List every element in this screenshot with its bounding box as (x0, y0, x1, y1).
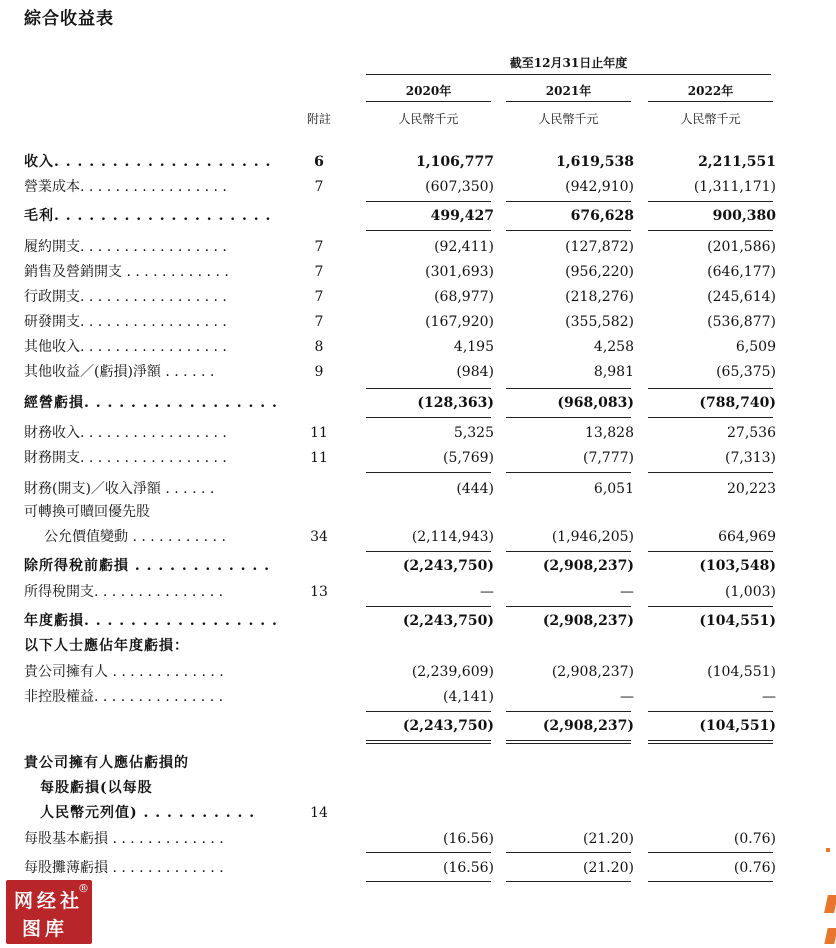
value-2021: (7,777) (582, 450, 634, 466)
table-row (0, 422, 836, 444)
value-2021: (218,276) (565, 289, 634, 305)
value-2022: (0.76) (733, 831, 776, 847)
row-note: 7 (314, 239, 324, 255)
table-row (0, 392, 836, 414)
value-2021: 4,258 (593, 339, 634, 355)
value-2021: — (620, 689, 634, 705)
row-note: 34 (310, 529, 328, 545)
subtotal-rule (648, 852, 773, 853)
value-2022: (65,375) (716, 364, 776, 380)
table-row (0, 478, 836, 500)
row-note: 9 (314, 364, 324, 380)
value-2021: (2,908,237) (551, 664, 634, 680)
table-row (0, 336, 836, 358)
table-row (0, 526, 836, 548)
table-row (0, 635, 836, 657)
row-label: 公允價值變動 . . . . . . . . . . . (44, 529, 226, 545)
subtotal-rule (648, 417, 773, 418)
row-label: 其他收益／(虧損)淨額 . . . . . . (24, 364, 215, 380)
value-2020: (16.56) (442, 831, 494, 847)
value-2020: (2,239,609) (411, 664, 494, 680)
value-2022: 2,211,551 (698, 154, 776, 170)
currency-header-2022: 人民幣千元 (680, 112, 741, 126)
subtotal-rule (366, 551, 491, 552)
value-2021: 676,628 (570, 208, 634, 224)
value-2022: 27,536 (727, 425, 776, 441)
decorative-mark-icon (824, 928, 836, 944)
row-label: 所得稅開支. . . . . . . . . . . . . . . (24, 584, 224, 600)
year-rule-2021 (506, 101, 631, 102)
value-2021: (21.20) (582, 860, 634, 876)
value-2021: 6,051 (593, 481, 634, 497)
value-2020: 1,106,777 (416, 154, 494, 170)
value-2020: (607,350) (425, 179, 494, 195)
row-label: 人民幣元列值) . . . . . . . . . . (40, 805, 256, 821)
table-row (0, 857, 836, 879)
row-label: 以下人士應佔年度虧損： (24, 638, 189, 654)
table-row (0, 777, 836, 799)
row-label: 貴公司擁有人應佔虧損的 (24, 755, 189, 771)
total-double-rule (366, 740, 491, 741)
row-note: 11 (310, 450, 328, 466)
row-note: 13 (310, 584, 328, 600)
row-label: 每股攤薄虧損 . . . . . . . . . . . . . (24, 860, 224, 876)
row-label: 除所得稅前虧損 . . . . . . . . . . . . (24, 558, 270, 574)
value-2022: 900,380 (712, 208, 776, 224)
value-2022: (7,313) (724, 450, 776, 466)
subtotal-rule (648, 551, 773, 552)
currency-header-2021: 人民幣千元 (538, 112, 599, 126)
value-2021: (355,582) (565, 314, 634, 330)
row-label: 收入. . . . . . . . . . . . . . . . . . . (24, 154, 272, 170)
subtotal-rule (366, 852, 491, 853)
row-label: 財務收入. . . . . . . . . . . . . . . . . (24, 425, 227, 441)
row-label: 銷售及營銷開支 . . . . . . . . . . . . (24, 264, 229, 280)
row-label: 其他收入. . . . . . . . . . . . . . . . . (24, 339, 227, 355)
value-2020: (16.56) (442, 860, 494, 876)
watermark-logo (6, 880, 92, 944)
value-2022: (104,551) (699, 718, 776, 734)
table-row (0, 555, 836, 577)
row-note: 8 (314, 339, 324, 355)
logo-text-line2: 图库 (22, 918, 69, 940)
value-2020: (2,243,750) (402, 613, 494, 629)
row-note: 11 (310, 425, 328, 441)
subtotal-rule (648, 201, 773, 202)
value-2020: (984) (456, 364, 494, 380)
year-header-2022: 2022年 (687, 84, 734, 98)
value-2020: (2,114,943) (411, 529, 494, 545)
value-2022: 664,969 (718, 529, 776, 545)
value-2021: (2,908,237) (542, 558, 634, 574)
total-double-rule (506, 743, 631, 744)
value-2020: (92,411) (434, 239, 494, 255)
subtotal-rule (366, 606, 491, 607)
value-2020: (4,141) (442, 689, 494, 705)
value-2022: (104,551) (707, 664, 776, 680)
value-2022: (536,877) (707, 314, 776, 330)
value-2020: — (480, 584, 494, 600)
value-2020: (5,769) (442, 450, 494, 466)
value-2020: 4,195 (453, 339, 494, 355)
subtotal-rule (506, 551, 631, 552)
row-label: 營業成本. . . . . . . . . . . . . . . . . (24, 179, 227, 195)
value-2021: (2,908,237) (542, 718, 634, 734)
table-row (0, 205, 836, 227)
total-double-rule (366, 743, 491, 744)
table-row (0, 447, 836, 469)
year-rule-2022 (648, 101, 773, 102)
value-2020: 499,427 (430, 208, 494, 224)
row-note: 6 (314, 154, 324, 170)
value-2021: 8,981 (593, 364, 634, 380)
table-row (0, 151, 836, 173)
period-header: 截至12月31日止年度 (509, 56, 628, 70)
value-2021: (2,908,237) (542, 613, 634, 629)
period-rule (366, 74, 771, 75)
row-note: 7 (314, 264, 324, 280)
value-2021: — (620, 584, 634, 600)
value-2021: (968,083) (557, 395, 634, 411)
value-2022: 20,223 (727, 481, 776, 497)
table-row (0, 828, 836, 850)
subtotal-rule (366, 472, 491, 473)
subtotal-rule (366, 881, 491, 882)
decorative-mark-icon (824, 895, 836, 913)
subtotal-rule (648, 230, 773, 231)
value-2020: (2,243,750) (402, 718, 494, 734)
table-row (0, 581, 836, 603)
subtotal-rule (366, 388, 491, 389)
value-2021: (1,946,205) (551, 529, 634, 545)
note-column-header: 附註 (306, 112, 331, 126)
row-label: 貴公司擁有人 . . . . . . . . . . . . . (24, 664, 224, 680)
value-2021: (21.20) (582, 831, 634, 847)
row-label: 年度虧損. . . . . . . . . . . . . . . . . (24, 613, 278, 629)
subtotal-rule (648, 472, 773, 473)
total-double-rule (648, 743, 773, 744)
subtotal-rule (366, 417, 491, 418)
year-rule-2020 (366, 101, 491, 102)
subtotal-rule (366, 711, 491, 712)
subtotal-rule (506, 711, 631, 712)
subtotal-rule (648, 881, 773, 882)
value-2022: (788,740) (699, 395, 776, 411)
table-row (0, 501, 836, 523)
value-2022: (104,551) (699, 613, 776, 629)
value-2022: (103,548) (699, 558, 776, 574)
table-row (0, 286, 836, 308)
table-row (0, 661, 836, 683)
value-2020: (301,693) (425, 264, 494, 280)
subtotal-rule (506, 201, 631, 202)
registered-mark-icon: ® (78, 882, 89, 895)
logo-text-line1: 网经社 (14, 890, 84, 912)
row-label: 非控股權益. . . . . . . . . . . . . . . (24, 689, 224, 705)
table-row (0, 261, 836, 283)
row-note: 7 (314, 289, 324, 305)
table-row (0, 802, 836, 824)
table-row (0, 176, 836, 198)
subtotal-rule (506, 417, 631, 418)
row-label: 經營虧損. . . . . . . . . . . . . . . . . (24, 395, 278, 411)
year-header-2020: 2020年 (405, 84, 452, 98)
subtotal-rule (506, 852, 631, 853)
subtotal-rule (506, 881, 631, 882)
value-2020: (128,363) (417, 395, 494, 411)
decorative-mark-icon (826, 848, 830, 852)
value-2021: (942,910) (565, 179, 634, 195)
page-title: 綜合收益表 (24, 9, 114, 29)
subtotal-rule (648, 606, 773, 607)
row-note: 7 (314, 314, 324, 330)
row-label: 財務(開支)／收入淨額 . . . . . . (24, 481, 215, 497)
row-label: 研發開支. . . . . . . . . . . . . . . . . (24, 314, 227, 330)
subtotal-rule (366, 201, 491, 202)
value-2020: (68,977) (434, 289, 494, 305)
subtotal-rule (648, 388, 773, 389)
value-2022: (245,614) (707, 289, 776, 305)
value-2022: 6,509 (735, 339, 776, 355)
row-label: 履約開支. . . . . . . . . . . . . . . . . (24, 239, 227, 255)
value-2022: (1,311,171) (693, 179, 776, 195)
row-label: 財務開支. . . . . . . . . . . . . . . . . (24, 450, 227, 466)
subtotal-rule (648, 711, 773, 712)
row-note: 14 (310, 805, 328, 821)
total-double-rule (506, 740, 631, 741)
row-note: 7 (314, 179, 324, 195)
table-row (0, 686, 836, 708)
table-row (0, 610, 836, 632)
subtotal-rule (506, 606, 631, 607)
row-label: 行政開支. . . . . . . . . . . . . . . . . (24, 289, 227, 305)
table-row (0, 361, 836, 383)
value-2022: (1,003) (724, 584, 776, 600)
row-label: 毛利. . . . . . . . . . . . . . . . . . . (24, 208, 272, 224)
row-label: 可轉換可贖回優先股 (24, 504, 150, 520)
currency-header-2020: 人民幣千元 (398, 112, 459, 126)
value-2021: (127,872) (565, 239, 634, 255)
value-2020: 5,325 (453, 425, 494, 441)
table-row (0, 311, 836, 333)
value-2021: 1,619,538 (556, 154, 634, 170)
value-2022: (646,177) (707, 264, 776, 280)
value-2022: (0.76) (733, 860, 776, 876)
table-row (0, 715, 836, 737)
value-2022: (201,586) (707, 239, 776, 255)
subtotal-rule (506, 472, 631, 473)
table-row (0, 236, 836, 258)
value-2022: — (762, 689, 776, 705)
row-label: 每股虧損(以每股 (40, 780, 153, 796)
row-label: 每股基本虧損 . . . . . . . . . . . . . (24, 831, 224, 847)
value-2020: (167,920) (425, 314, 494, 330)
value-2020: (444) (456, 481, 494, 497)
value-2020: (2,243,750) (402, 558, 494, 574)
value-2021: (956,220) (565, 264, 634, 280)
subtotal-rule (506, 230, 631, 231)
year-header-2021: 2021年 (545, 84, 592, 98)
table-row (0, 752, 836, 774)
total-double-rule (648, 740, 773, 741)
subtotal-rule (366, 230, 491, 231)
value-2021: 13,828 (585, 425, 634, 441)
subtotal-rule (506, 388, 631, 389)
